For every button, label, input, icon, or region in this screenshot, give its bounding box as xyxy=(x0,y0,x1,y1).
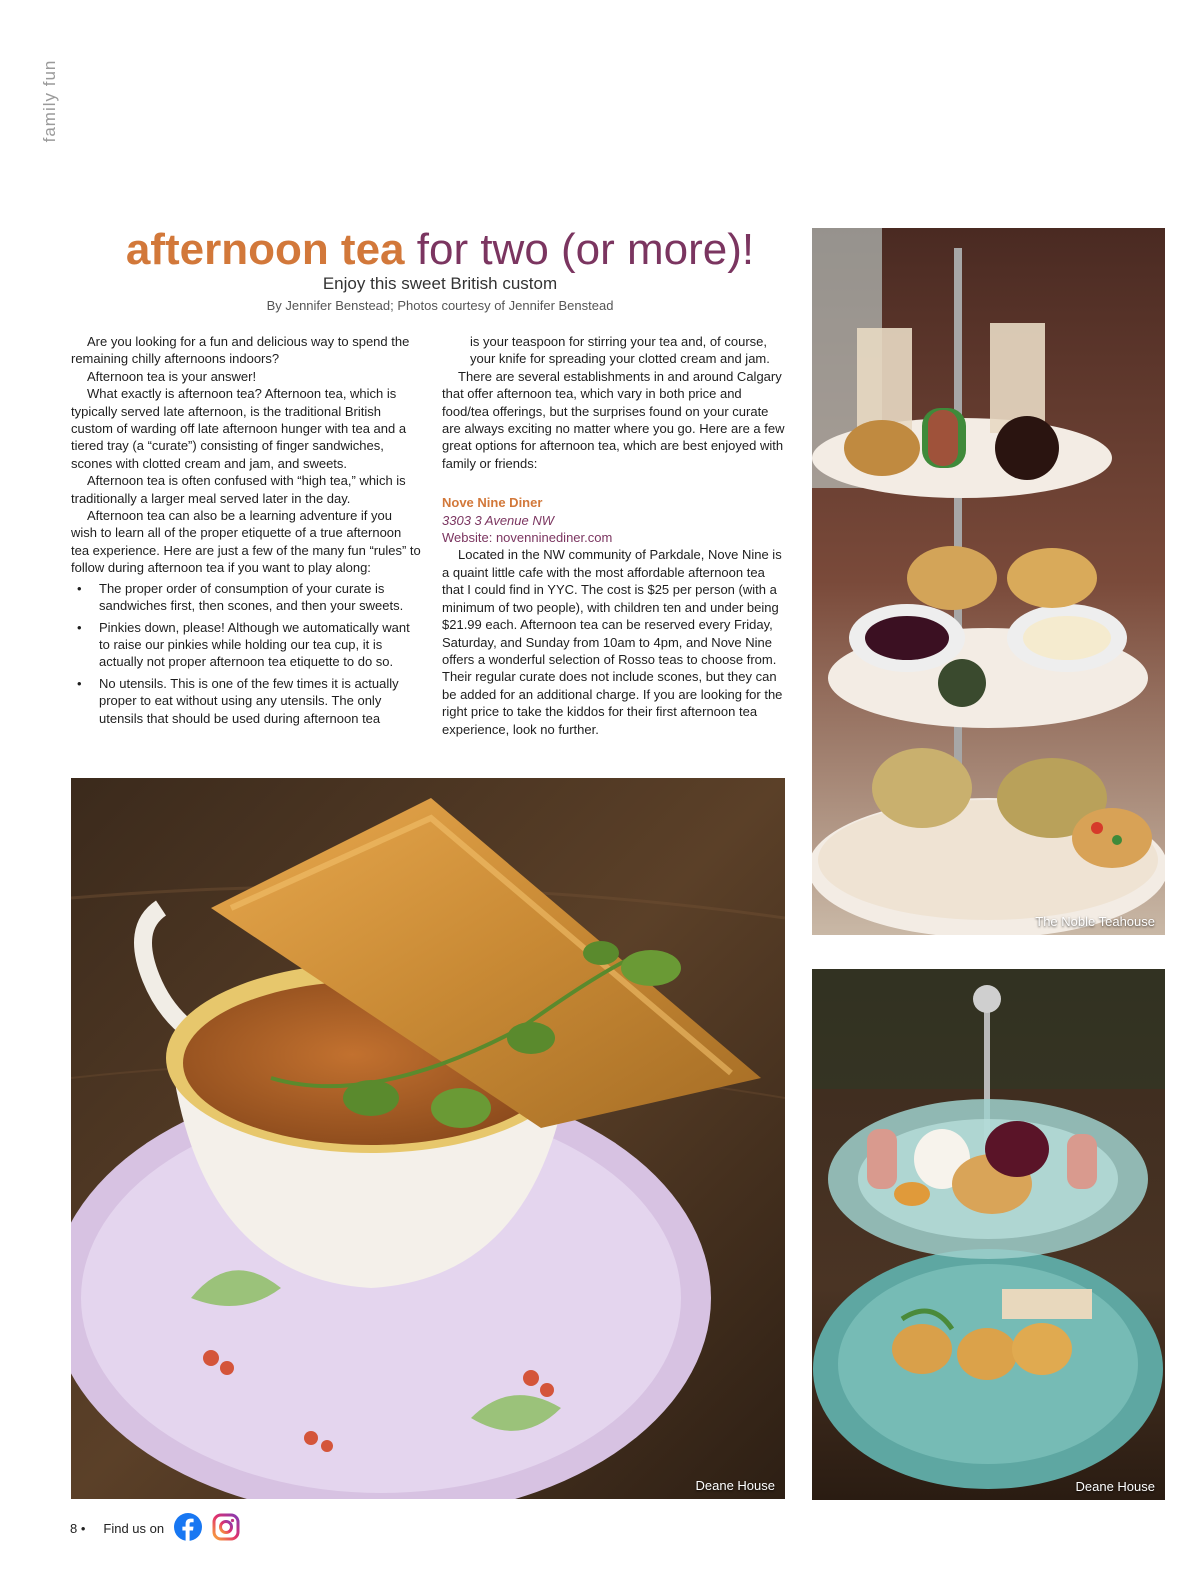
headline xyxy=(70,222,810,278)
paragraph: Afternoon tea is often confused with “high tea,” which is traditionally a larger meal served later in the day. xyxy=(71,473,406,506)
article-column-1 xyxy=(71,333,421,731)
photo-illustration xyxy=(71,778,785,1499)
photo-illustration xyxy=(812,228,1165,935)
venue-website-link[interactable]: Website: novenninediner.com xyxy=(442,530,613,546)
page-footer xyxy=(70,1513,240,1543)
list-item: • The proper order of consumption of your curate is sandwiches first, then scones, and then your sweets. xyxy=(99,580,421,615)
instagram-icon[interactable] xyxy=(212,1513,240,1544)
venue-name: Nove Nine Diner xyxy=(442,495,543,511)
venue-address: 3303 3 Avenue NW xyxy=(442,512,555,528)
list-item: • Pinkies down, please! Although we automatically want to raise our pinkies while holding our tea cup, it is actually not proper afternoon tea etiquette to do so. xyxy=(99,619,421,671)
subhead: Enjoy this sweet British custom xyxy=(322,274,558,293)
photo-soup-teacup xyxy=(71,778,785,1499)
paragraph: Afternoon tea is your answer! xyxy=(87,368,257,384)
page-number: 8 • xyxy=(70,1520,86,1536)
paragraph: Located in the NW community of Parkdale, Nove Nine is a quaint little cafe with the most affordable afternoon tea that I could find in YYC. The cost is $25 per person (with a minimum of two people), with children ten and under being $21.99 each. Afternoon tea can be reserved every Friday, Saturday, and Sunday from 10am to 4pm, and Nove Nine offers a wonderful selection of Rosso teas to choose from. Their regular curate does not include scones, but they can be added for an additional charge. If you are looking for the right price to take the kiddos for their first afternoon tea experience, look no further. xyxy=(442,547,783,737)
article-column-2 xyxy=(442,333,787,738)
paragraph: Afternoon tea can also be a learning adventure if you wish to learn all of the proper etiquette of a true afternoon tea experience. Here are just a few of the many fun “rules” to follow during afternoon tea if you want to play along: xyxy=(71,508,421,576)
photo-glass-stand xyxy=(812,969,1165,1500)
list-item-continuation: is your teaspoon for stirring your tea and, of course, your knife for spreading your clotted cream and jam. xyxy=(470,334,770,367)
byline: By Jennifer Benstead; Photos courtesy of Jennifer Benstead xyxy=(266,298,614,313)
etiquette-list xyxy=(71,580,421,727)
photo-illustration xyxy=(812,969,1165,1500)
photo-caption: Deane House xyxy=(1075,1479,1155,1494)
paragraph: What exactly is afternoon tea? Afternoon tea, which is typically served late afternoon, is the traditional British custom of warding off late afternoon hunger with tea and a tiered tray (a “curate”) consisting of finger sandwiches, scones with clotted cream and jam, and sweets. xyxy=(71,386,407,471)
headline-rest: for two (or more)! xyxy=(404,225,755,274)
photo-caption: The Noble Teahouse xyxy=(1035,914,1155,929)
find-us-label: Find us on xyxy=(103,1520,165,1536)
facebook-icon[interactable] xyxy=(174,1513,202,1544)
photo-caption: Deane House xyxy=(695,1478,775,1493)
section-tag: family fun xyxy=(40,59,59,143)
paragraph: There are several establishments in and around Calgary that offer afternoon tea, which vary in both price and food/tea offerings, but the surprises found on your curate are always exciting no matter where you go. Here are a few great options for afternoon tea, which are best enjoyed with family or friends: xyxy=(442,368,785,471)
headline-accent: afternoon tea xyxy=(125,225,405,274)
paragraph: Are you looking for a fun and delicious way to spend the remaining chilly afternoons indoors? xyxy=(71,334,410,367)
photo-tiered-stand xyxy=(812,228,1165,935)
list-item: • No utensils. This is one of the few times it is actually proper to eat without using any utensils. The only utensils that should be used during afternoon tea xyxy=(99,675,421,727)
